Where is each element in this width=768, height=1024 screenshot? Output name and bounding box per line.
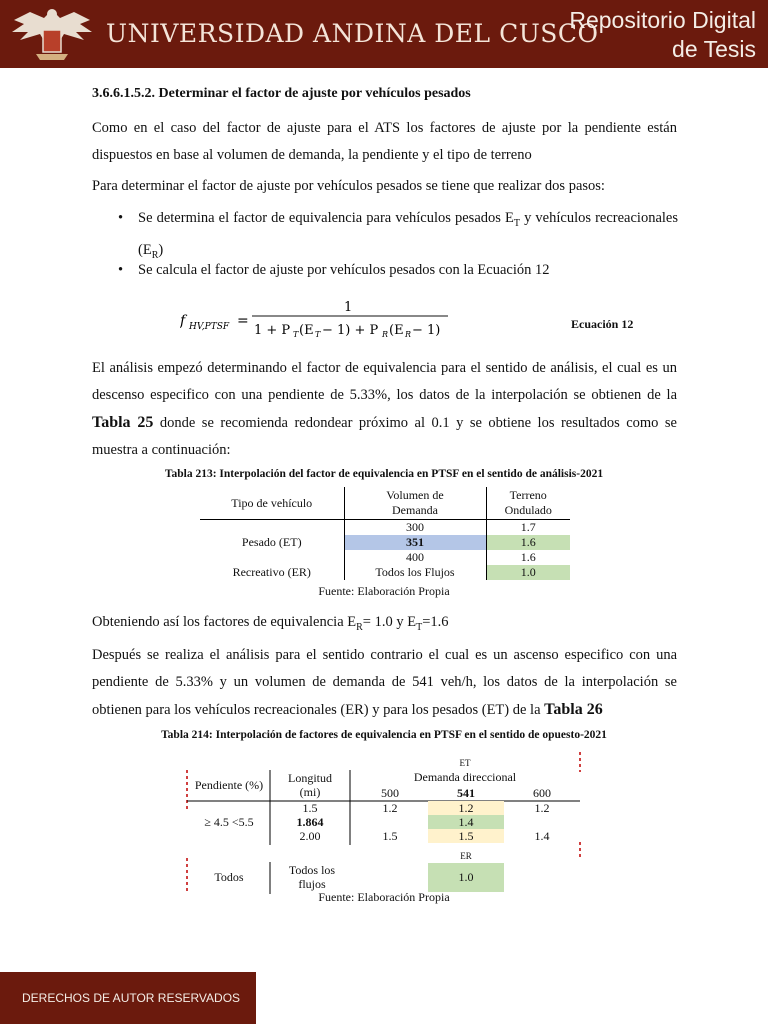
- paragraph-1: Como en el caso del factor de ajuste para el ATS los factores de ajuste por la pendiente están dispuestos en base al volumen de demanda, la pendiente y el tipo de terreno: [92, 120, 677, 163]
- paragraph-4-sub-r: R: [356, 621, 363, 633]
- cell-todos-flujos: [270, 863, 354, 891]
- todos-flujos-b: flujos: [298, 877, 326, 891]
- cell-value: 1.7: [520, 520, 536, 534]
- paragraph-4-c: =1.6: [422, 614, 449, 630]
- bullet-1-a: Se determina el factor de equivalencia para vehículos pesados E: [138, 210, 514, 226]
- cell-er-value: 1.0: [428, 863, 504, 892]
- bullet-1-sub-t: T: [513, 217, 520, 229]
- svg-text:R: R: [382, 330, 389, 339]
- cell-type-recreational: Recreativo (ER): [232, 565, 311, 579]
- svg-text:=: =: [237, 313, 249, 329]
- cell-volume: 400: [344, 550, 486, 565]
- cell-length: 2.00: [299, 829, 321, 843]
- bullet-icon: •: [118, 262, 124, 278]
- bullet-1-c: ): [158, 241, 164, 258]
- table-213-caption: Tabla 213: Interpolación del factor de equivalencia en PTSF en el sentido de análisis-2021: [164, 468, 604, 480]
- cell-volume: 300: [344, 520, 486, 536]
- header-terrain-a: Terreno: [509, 488, 547, 502]
- header-longitud-b: (mi): [299, 785, 321, 799]
- bullet-1-sub-r: R: [151, 249, 159, 261]
- bullet-2-text: Se calcula el factor de ajuste por vehículos pesados con la Ecuación 12: [138, 262, 550, 278]
- table-26-reference: Tabla 26: [544, 701, 603, 718]
- header-600: 600: [533, 786, 551, 800]
- svg-text:f: f: [180, 313, 186, 329]
- table-25-reference: Tabla 25: [92, 414, 154, 431]
- cell-length: 1.864: [296, 815, 324, 829]
- cell-value: 1.4: [534, 829, 550, 843]
- paragraph-2: Para determinar el factor de ajuste por vehículos pesados se tiene que realizar dos pasos:: [92, 178, 605, 194]
- table-214-caption: Tabla 214: Interpolación de factores de equivalencia en PTSF en el sentido de opuesto-2021: [161, 729, 607, 741]
- cell-value: 1.5: [458, 829, 474, 843]
- bullet-1-b: y vehículos recreacionales (E: [138, 210, 678, 258]
- paragraph-4-b: = 1.0 y E: [362, 614, 417, 630]
- table-214-source: Fuente: Elaboración Propia: [318, 890, 450, 904]
- cell-value: 1.2: [458, 801, 474, 815]
- svg-text:(E: (E: [389, 323, 404, 338]
- svg-text:− 1): − 1): [412, 323, 441, 338]
- cell-value-highlight: 1.6: [486, 535, 570, 550]
- cell-value: 1.4: [458, 815, 474, 829]
- bullet-icon: •: [118, 210, 124, 226]
- header-demanda: Demanda direccional: [413, 770, 517, 784]
- et-label: ET: [459, 758, 471, 768]
- header-vehicle-type: Tipo de vehículo: [231, 495, 313, 510]
- todos-flujos-a: Todos los: [288, 863, 336, 877]
- paragraph-3-b: donde se recomienda redondear próximo al 0.1 y se obtiene los resultados como se muestra a continuación:: [92, 415, 677, 458]
- header-500: 500: [381, 786, 399, 800]
- svg-text:HV,PTSF: HV,PTSF: [189, 322, 230, 332]
- svg-text:R: R: [405, 330, 412, 339]
- svg-text:− 1) + P: − 1) + P: [322, 323, 379, 338]
- paragraph-3-a: El análisis empezó determinando el factor de equivalencia para el sentido de análisis, el cual es un descenso especifico con una pendiente de 5.33%, los datos de la interpolación se obtienen de la: [92, 360, 677, 403]
- cell-type-heavy: Pesado (ET): [241, 535, 302, 549]
- cell-volume: Todos los Flujos: [344, 565, 486, 580]
- er-label: ER: [460, 851, 472, 861]
- cell-length: 1.5: [302, 801, 318, 815]
- paragraph-4-a: Obteniendo así los factores de equivalencia E: [92, 614, 357, 630]
- svg-text:1: 1: [344, 300, 353, 315]
- footer-copyright: DERECHOS DE AUTOR RESERVADOS: [22, 991, 241, 1005]
- university-name: UNIVERSIDAD ANDINA DEL CUSCO: [106, 19, 599, 48]
- section-heading: 3.6.6.1.5.2. Determinar el factor de ajuste por vehículos pesados: [92, 86, 471, 101]
- repo-line-2: de Tesis: [672, 36, 756, 62]
- cell-value-highlight: 1.0: [486, 565, 570, 580]
- svg-text:T: T: [293, 330, 299, 339]
- cell-value: 1.5: [382, 829, 398, 843]
- header-volume-a: Volumen de: [386, 488, 444, 502]
- header-longitud-a: Longitud: [288, 771, 332, 785]
- cell-value: 1.2: [534, 801, 550, 815]
- repo-line-1: Repositorio Digital: [569, 7, 756, 33]
- cell-volume-highlight: 351: [344, 535, 486, 550]
- cell-value: 1.2: [382, 801, 398, 815]
- header-terrain-b: Ondulado: [504, 503, 552, 517]
- header-541: 541: [457, 786, 475, 800]
- header-longitud: [270, 771, 350, 799]
- page-footer: [0, 972, 256, 1024]
- paragraph-4-sub-t: T: [416, 621, 423, 633]
- cell-todos: Todos: [214, 870, 244, 884]
- paragraph-5-a: Después se realiza el análisis para el sentido contrario el cual es un ascenso especifico con una pendiente de 5.33% y un volumen de demanda de 541 veh/h, los datos de la interpolación se obtienen para los vehículos recreacionales (ER) y para los pesados (ET) de la: [92, 647, 677, 718]
- svg-text:(E: (E: [299, 323, 314, 338]
- table-213-source: Fuente: Elaboración Propia: [318, 584, 450, 598]
- header-volume-b: Demanda: [392, 503, 438, 517]
- header-pendiente: Pendiente (%): [194, 778, 264, 792]
- pendiente-value: ≥ 4.5 <5.5: [204, 815, 254, 829]
- svg-text:T: T: [315, 330, 321, 339]
- cell-value: 1.6: [520, 550, 536, 564]
- equation-label: Ecuación 12: [571, 317, 634, 331]
- svg-text:1 + P: 1 + P: [254, 323, 291, 338]
